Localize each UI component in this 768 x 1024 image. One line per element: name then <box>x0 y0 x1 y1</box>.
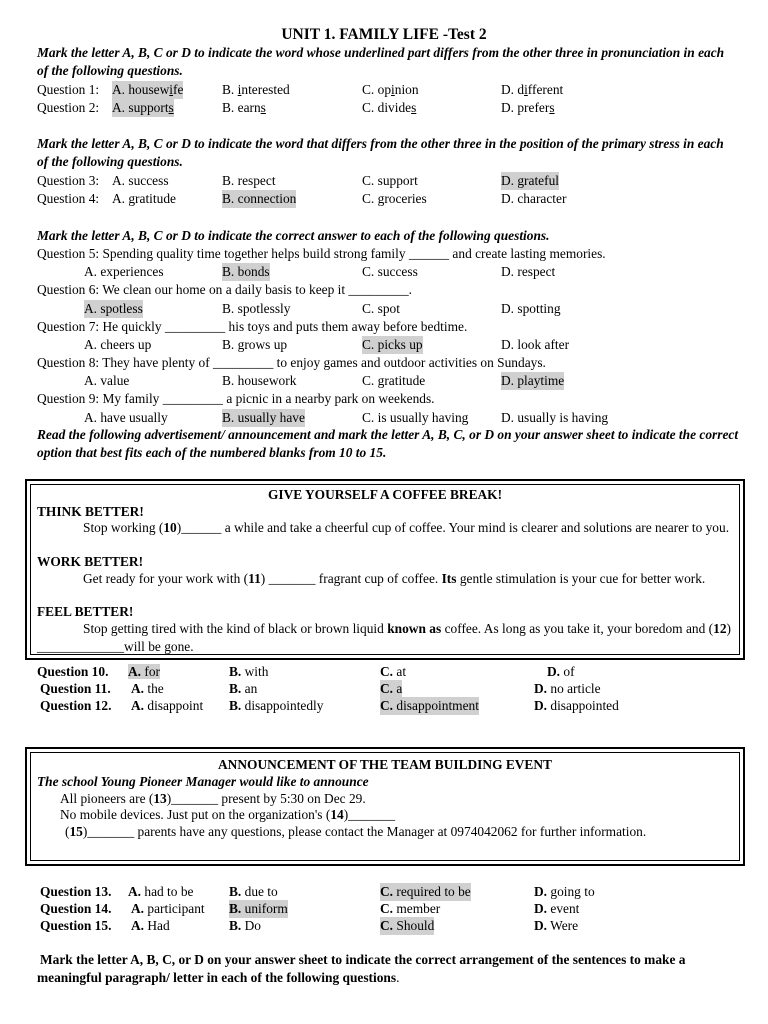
q15-option-d: D. Were <box>534 918 579 933</box>
advertisement-paragraph-2: Get ready for your work with (11) _______ fragrant cup of coffee. Its gentle stimulation is your cue for better work. <box>83 571 706 586</box>
q8-option-b: B. housework <box>222 373 297 388</box>
q4-option-d: D. character <box>501 191 567 206</box>
q14-option-c: C. member <box>380 901 441 916</box>
q9-option-d: D. usually is having <box>501 410 609 425</box>
advertisement-think-better: THINK BETTER! <box>37 504 144 519</box>
q2-label: Question 2: <box>37 100 100 115</box>
q8-stem: Question 8: They have plenty of _________ to enjoy games and outdoor activities on Sundays. <box>37 355 546 370</box>
q14-option-b: B. uniform <box>229 900 288 918</box>
q11-option-c: C. a <box>380 680 402 698</box>
announcement-line-2: No mobile devices. Just put on the organization's (14)_______ <box>60 807 396 822</box>
q4-option-c: C. groceries <box>362 191 427 206</box>
q5-stem: Question 5: Spending quality time together helps build strong family ______ and create lasting memories. <box>37 246 606 261</box>
q1-option-b: B. interested <box>222 82 290 97</box>
q3-label: Question 3: <box>37 173 100 188</box>
advertisement-feel-better: FEEL BETTER! <box>37 604 134 619</box>
q9-option-c: C. is usually having <box>362 410 469 425</box>
q13-option-c: C. required to be <box>380 883 471 901</box>
q11-label: Question 11. <box>40 681 111 696</box>
q8-option-d: D. playtime <box>501 372 564 390</box>
q12-label: Question 12. <box>40 698 112 713</box>
q14-label: Question 14. <box>40 901 112 916</box>
q12-option-c: C. disappointment <box>380 697 479 715</box>
advertisement-paragraph-1: Stop working (10)______ a while and take a cheerful cup of coffee. Your mind is clearer and solutions are nearer to you. <box>83 520 730 535</box>
q12-option-b: B. disappointedly <box>229 698 324 713</box>
q13-option-d: D. going to <box>534 884 595 899</box>
section5-instruction: Mark the letter A, B, C, or D on your answer sheet to indicate the correct arrangement of the sentences to make a meaningful paragraph/ letter in each of the following questions. <box>37 952 686 986</box>
q3-option-c: C. support <box>362 173 418 188</box>
q6-option-a: A. spotless <box>84 300 143 318</box>
q11-option-a: A. the <box>131 681 164 696</box>
q15-option-b: B. Do <box>229 918 261 933</box>
q14-option-a: A. participant <box>131 901 205 916</box>
q6-option-d: D. spotting <box>501 301 561 316</box>
q15-option-c: C. Should <box>380 917 434 935</box>
q11-option-b: B. an <box>229 681 258 696</box>
q7-option-a: A. cheers up <box>84 337 152 352</box>
q10-option-a: A. for <box>128 664 160 679</box>
q5-option-d: D. respect <box>501 264 556 279</box>
q8-option-c: C. gratitude <box>362 373 426 388</box>
q9-stem: Question 9: My family _________ a picnic in a nearby park on weekends. <box>37 391 435 406</box>
q6-stem: Question 6: We clean our home on a daily basis to keep it _________. <box>37 282 413 297</box>
q13-option-b: B. due to <box>229 884 278 899</box>
announcement-heading: ANNOUNCEMENT OF THE TEAM BUILDING EVENT <box>218 757 552 772</box>
advertisement-heading: GIVE YOURSELF A COFFEE BREAK! <box>267 487 503 502</box>
q8-option-a: A. value <box>84 373 130 388</box>
q5-option-c: C. success <box>362 264 418 279</box>
page-title: UNIT 1. FAMILY LIFE -Test 2 <box>281 26 487 43</box>
q1-option-a: A. housewife <box>112 81 183 99</box>
section3-instruction: Mark the letter A, B, C or D to indicate the correct answer to each of the following questions. <box>37 228 550 243</box>
q13-label: Question 13. <box>40 884 112 899</box>
q13-option-a: A. had to be <box>128 884 194 899</box>
q3-option-a: A. success <box>112 173 169 188</box>
section1-instruction: Mark the letter A, B, C or D to indicate the word whose underlined part differs from the other three in pronunciation in each of the following questions. <box>37 45 725 79</box>
q11-option-d: D. no article <box>534 681 601 696</box>
q7-option-b: B. grows up <box>222 337 288 352</box>
q10-label: Question 10. <box>37 664 109 679</box>
q15-label: Question 15. <box>40 918 112 933</box>
q9-option-b: B. usually have <box>222 409 305 427</box>
q6-option-b: B. spotlessly <box>222 301 291 316</box>
q4-option-a: A. gratitude <box>112 191 176 206</box>
q14-option-d: D. event <box>534 901 580 916</box>
q12-option-a: A. disappoint <box>131 698 204 713</box>
q15-option-a: A. Had <box>131 918 170 933</box>
q7-stem: Question 7: He quickly _________ his toys and puts them away before bedtime. <box>37 319 468 334</box>
q10-option-c: C. at <box>380 664 407 679</box>
advertisement-work-better: WORK BETTER! <box>37 554 144 569</box>
announcement-intro: The school Young Pioneer Manager would like to announce <box>37 774 369 789</box>
section4-instruction: Read the following advertisement/ announcement and mark the letter A, B, C, or D on your answer sheet to indicate the correct option that best fits each of the numbered blanks from 10 to 15. <box>37 427 739 461</box>
q7-option-c: C. picks up <box>362 336 423 354</box>
q3-option-d: D. grateful <box>501 172 559 190</box>
q10-option-d: D. of <box>547 664 575 679</box>
q2-option-a: A. supports <box>112 99 174 117</box>
q1-label: Question 1: <box>37 82 100 97</box>
advertisement-paragraph-3: Stop getting tired with the kind of black or brown liquid known as coffee. As long as you take it, your boredom and (12) _____________will be gone. <box>37 621 731 655</box>
q1-option-d: D. different <box>501 82 564 97</box>
q9-option-a: A. have usually <box>84 410 168 425</box>
q4-option-b: B. connection <box>222 190 296 208</box>
q12-option-d: D. disappointed <box>534 698 619 713</box>
q5-option-b: B. bonds <box>222 263 270 281</box>
q1-option-c: C. opinion <box>362 82 419 97</box>
announcement-line-3: (15)_______ parents have any questions, please contact the Manager at 0974042062 for further information. <box>65 824 647 839</box>
q10-option-b: B. with <box>229 664 269 679</box>
q2-option-c: C. divides <box>362 100 417 115</box>
q4-label: Question 4: <box>37 191 100 206</box>
q2-option-b: B. earns <box>222 100 266 115</box>
q5-option-a: A. experiences <box>84 264 164 279</box>
q6-option-c: C. spot <box>362 301 400 316</box>
q2-option-d: D. prefers <box>501 100 555 115</box>
q7-option-d: D. look after <box>501 337 570 352</box>
announcement-line-1: All pioneers are (13)_______ present by 5:30 on Dec 29. <box>60 791 366 806</box>
q3-option-b: B. respect <box>222 173 276 188</box>
section2-instruction: Mark the letter A, B, C or D to indicate the word that differs from the other three in the position of the primary stress in each of the following questions. <box>37 136 724 170</box>
